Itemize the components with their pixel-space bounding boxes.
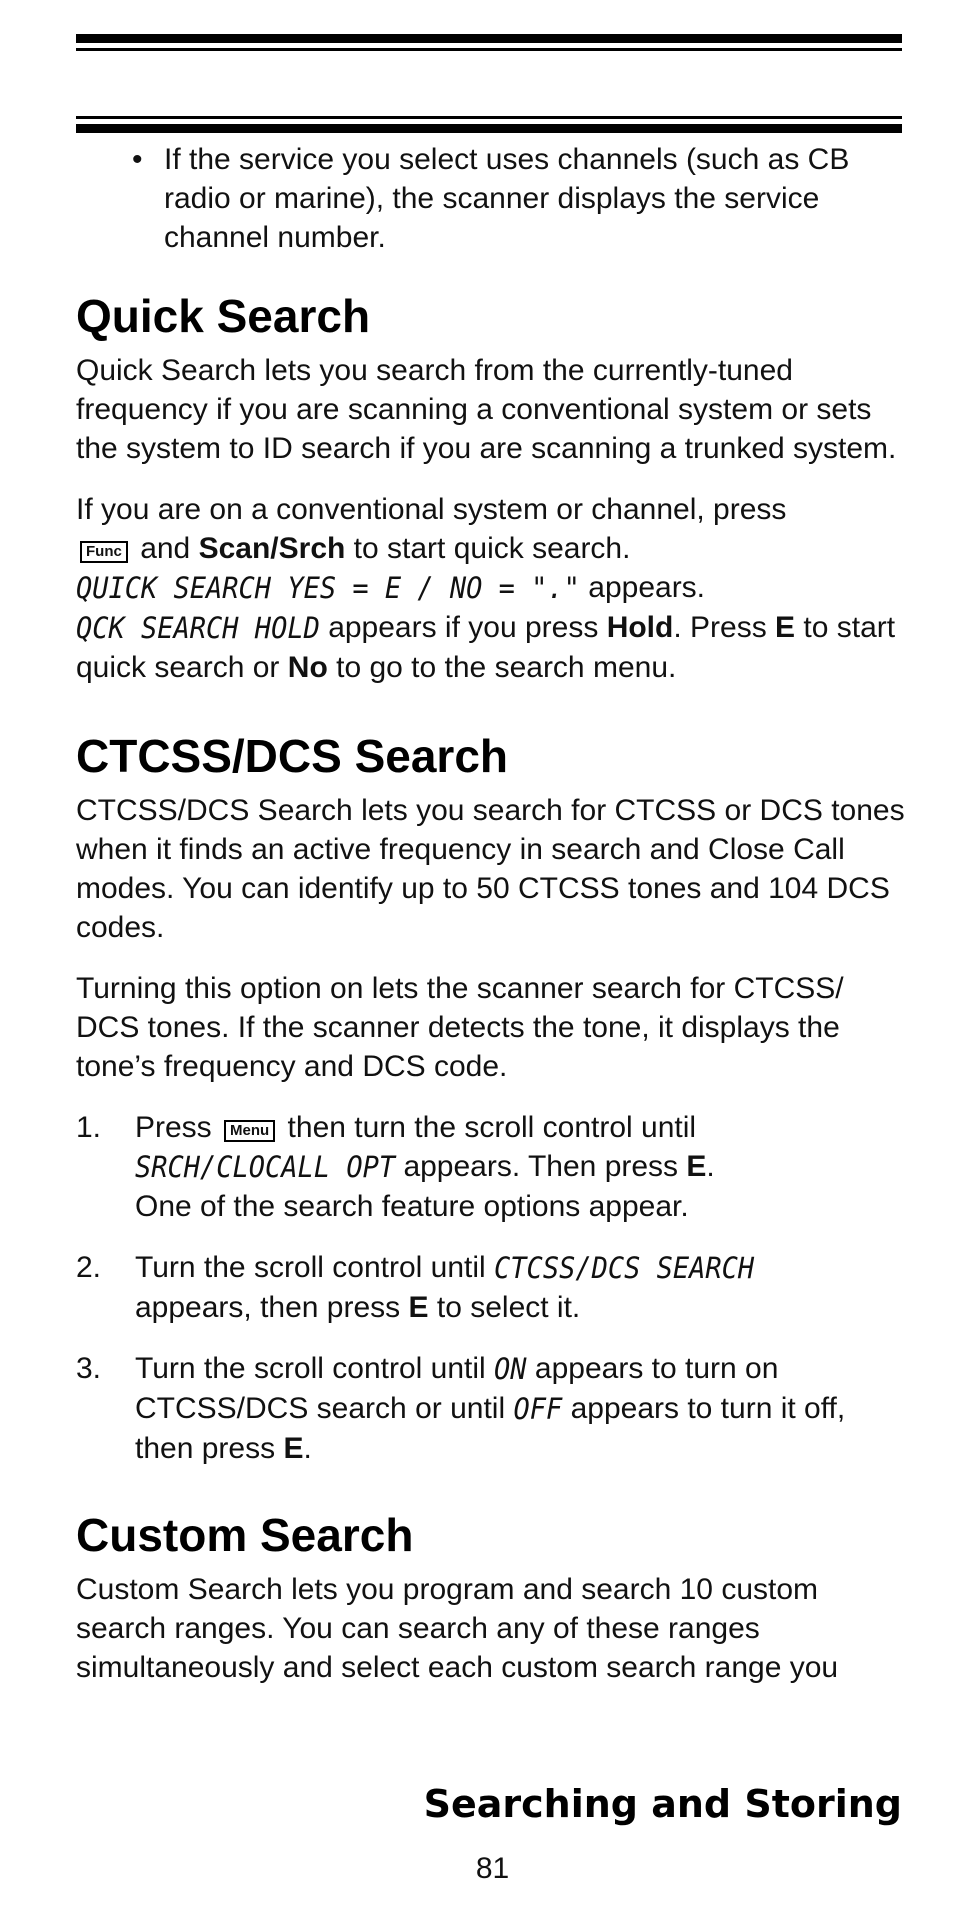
key-label: Hold — [606, 611, 674, 644]
key-label: Scan/Srch — [198, 532, 346, 565]
header-rule-thin-lower — [76, 116, 902, 119]
menu-key-icon: Menu — [224, 1120, 275, 1142]
text-run: and — [140, 532, 191, 565]
page-number: 81 — [475, 1852, 510, 1885]
text-run: appears to turn on CTCSS/DCS search or until — [135, 1352, 779, 1425]
section-heading-ctcss-dcs-search: CTCSS/DCS Search — [76, 730, 509, 782]
list-item — [76, 140, 906, 257]
key-label: E — [686, 1150, 707, 1183]
lcd-text: QUICK SEARCH YES = E / NO = "." — [76, 571, 580, 606]
custom-search-paragraph-1: Custom Search lets you program and search 10 custom search ranges. You can search any of these ranges simultaneously and select each custom search range you — [76, 1573, 839, 1684]
page-content — [76, 140, 906, 1687]
text-run: . Press — [673, 611, 767, 644]
quick-search-paragraph-1: Quick Search lets you search from the currently-tuned frequency if you are scanning a conventional system or sets the system to ID search if you are scanning a trunked system. — [76, 354, 897, 465]
list-item — [76, 1349, 906, 1468]
lcd-text: QCK SEARCH HOLD — [76, 611, 320, 646]
quick-search-paragraph-2 — [76, 490, 906, 687]
ctcss-steps-list — [76, 1108, 906, 1468]
header-rule-thin — [76, 48, 902, 51]
text-run: to start quick search. — [353, 532, 631, 565]
header-rule-thick-lower — [76, 124, 902, 133]
text-run: . — [303, 1432, 312, 1465]
bullet-text: If the service you select uses channels (such as CB radio or marine), the scanner displays the service channel number. — [164, 143, 850, 254]
func-key-icon: Func — [80, 541, 128, 563]
list-item — [76, 1108, 906, 1226]
footer-section-title: Searching and Storing — [423, 1782, 902, 1826]
text-run: to go to the search menu. — [336, 651, 677, 684]
bullet-list — [76, 140, 906, 257]
text-run: . — [706, 1150, 715, 1183]
text-run: to start quick search or — [76, 611, 896, 684]
text-run: Turn the scroll control until — [135, 1251, 486, 1284]
lcd-text: ON — [494, 1352, 527, 1387]
text-run: then turn the scroll control until — [287, 1111, 697, 1144]
text-run: Press — [135, 1111, 212, 1144]
text-run: One of the search feature options appear. — [135, 1190, 689, 1223]
text-run: appears if you press — [328, 611, 599, 644]
lcd-text: CTCSS/DCS SEARCH — [494, 1251, 755, 1286]
bullet-dot: • — [132, 143, 143, 176]
step-number: 1. — [76, 1111, 102, 1144]
step-number: 3. — [76, 1352, 102, 1385]
lcd-text: SRCH/CLOCALL OPT — [135, 1150, 396, 1185]
text-run: appears, then press — [135, 1291, 401, 1324]
text-run: appears. Then press — [403, 1150, 679, 1183]
key-label: E — [775, 611, 796, 644]
text-run: appears to turn it off, then press — [135, 1392, 846, 1465]
text-run: appears. — [588, 571, 706, 604]
lcd-text: OFF — [513, 1392, 563, 1427]
text-run: If you are on a conventional system or channel, press — [76, 493, 787, 526]
step-number: 2. — [76, 1251, 102, 1284]
section-heading-quick-search: Quick Search — [76, 290, 371, 342]
key-label: No — [287, 651, 328, 684]
header-rule-thick — [76, 34, 902, 43]
text-run: to select it. — [436, 1291, 581, 1324]
ctcss-paragraph-2: Turning this option on lets the scanner search for CTCSS/ DCS tones. If the scanner detects the tone, it displays the tone’s frequency and DCS code. — [76, 972, 844, 1083]
key-label: E — [283, 1432, 304, 1465]
section-heading-custom-search: Custom Search — [76, 1509, 414, 1561]
text-run: Turn the scroll control until — [135, 1352, 486, 1385]
list-item — [76, 1248, 906, 1327]
ctcss-paragraph-1: CTCSS/DCS Search lets you search for CTCSS or DCS tones when it finds an active frequency in search and Close Call modes. You can identify up to 50 CTCSS tones and 104 DCS codes. — [76, 794, 905, 944]
key-label: E — [408, 1291, 429, 1324]
